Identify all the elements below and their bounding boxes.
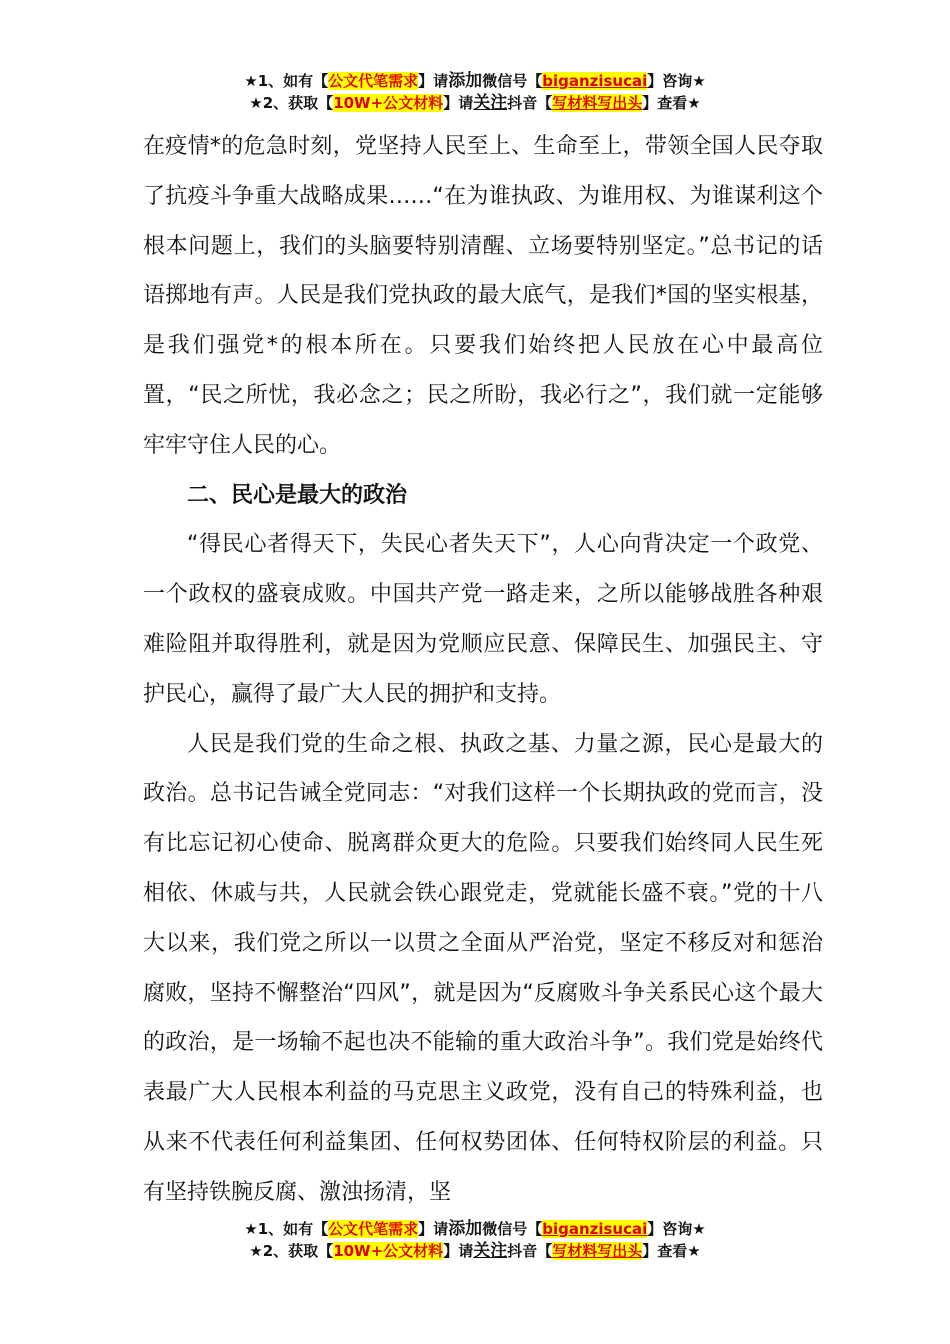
banner-text: 】请 xyxy=(418,72,449,90)
banner-text: 】请 xyxy=(418,1220,449,1238)
paragraph-2: “得民心者得天下，失民心者失天下”，人心向背决定一个政党、一个政权的盛衰成败。中国共产党一路走来，之所以能够战胜各种艰难险阻并取得胜利，就是因为党顺应民意、保障民生、加强民主、守护民心，赢得了最广大人民的拥护和支持。 xyxy=(143,532,823,707)
banner-line-1 xyxy=(0,70,950,92)
banner-emphasis: 关注 xyxy=(473,1241,508,1261)
banner-text: 】查看★ xyxy=(642,94,701,112)
banner-emphasis: 关注 xyxy=(473,93,508,113)
banner-text: 】请 xyxy=(443,94,474,112)
banner-text: 】查看★ xyxy=(642,1242,701,1260)
banner-line-2 xyxy=(0,92,950,114)
banner-text: ★1、如有【 xyxy=(244,1220,329,1238)
banner-text: 微信号【 xyxy=(482,1220,543,1238)
section-heading: 二、民心是最大的政治 xyxy=(187,482,408,508)
banner-text: 】咨询★ xyxy=(647,1220,706,1238)
banner-text: ★2、获取【 xyxy=(249,94,334,112)
banner-text: 】请 xyxy=(443,1242,474,1260)
banner-douyin-id: 写材料写出头 xyxy=(552,1242,643,1260)
banner-wechat-id: biganzisucai xyxy=(542,1220,648,1238)
header-banner xyxy=(0,70,950,114)
banner-text: 抖音【 xyxy=(507,94,553,112)
banner-line-2 xyxy=(0,1240,950,1262)
banner-text: 】咨询★ xyxy=(647,72,706,90)
banner-highlight: 公文代笔需求 xyxy=(328,72,419,90)
banner-text: ★2、获取【 xyxy=(249,1242,334,1260)
footer-banner xyxy=(0,1218,950,1262)
paragraph-3: 人民是我们党的生命之根、执政之基、力量之源，民心是最大的政治。总书记告诫全党同志：“对我们这样一个长期执政的党而言，没有比忘记初心使命、脱离群众更大的危险。只要我们始终同人民生死相依、休戚与共，人民就会铁心跟党走，党就能长盛不衰。”党的十八大以来，我们党之所以一以贯之全面从严治党，坚定不移反对和惩治腐败，坚持不懈整治“四风”，就是因为“反腐败斗争关系民心这个最大的政治，是一场输不起也决不能输的重大政治斗争”。我们党是始终代表最广大人民根本利益的马克思主义政党，没有自己的特殊利益，也从来不代表任何利益集团、任何权势团体、任何特权阶层的利益。只有坚持铁腕反腐、激浊扬清，坚 xyxy=(143,731,823,1205)
banner-line-1 xyxy=(0,1218,950,1240)
banner-wechat-id: biganzisucai xyxy=(542,72,648,90)
banner-text: 微信号【 xyxy=(482,72,543,90)
paragraph-1: 在疫情*的危急时刻，党坚持人民至上、生命至上，带领全国人民夺取了抗疫斗争重大战略成果……“在为谁执政、为谁用权、为谁谋利这个根本问题上，我们的头脑要特别清醒、立场要特别坚定。”总书记的话语掷地有声。人民是我们党执政的最大底气，是我们*国的坚实根基，是我们强党*的根本所在。只要我们始终把人民放在心中最高位置，“民之所忧，我必念之；民之所盼，我必行之”，我们就一定能够牢牢守住人民的心。 xyxy=(143,134,823,458)
banner-douyin-id: 写材料写出头 xyxy=(552,94,643,112)
banner-text: 抖音【 xyxy=(507,1242,553,1260)
banner-emphasis: 添加 xyxy=(448,1219,483,1239)
banner-highlight: 公文代笔需求 xyxy=(328,1220,419,1238)
banner-text: ★1、如有【 xyxy=(244,72,329,90)
banner-highlight: 10W+公文材料 xyxy=(333,1242,444,1260)
banner-emphasis: 添加 xyxy=(448,71,483,91)
banner-highlight: 10W+公文材料 xyxy=(333,94,444,112)
document-body xyxy=(143,122,823,1218)
